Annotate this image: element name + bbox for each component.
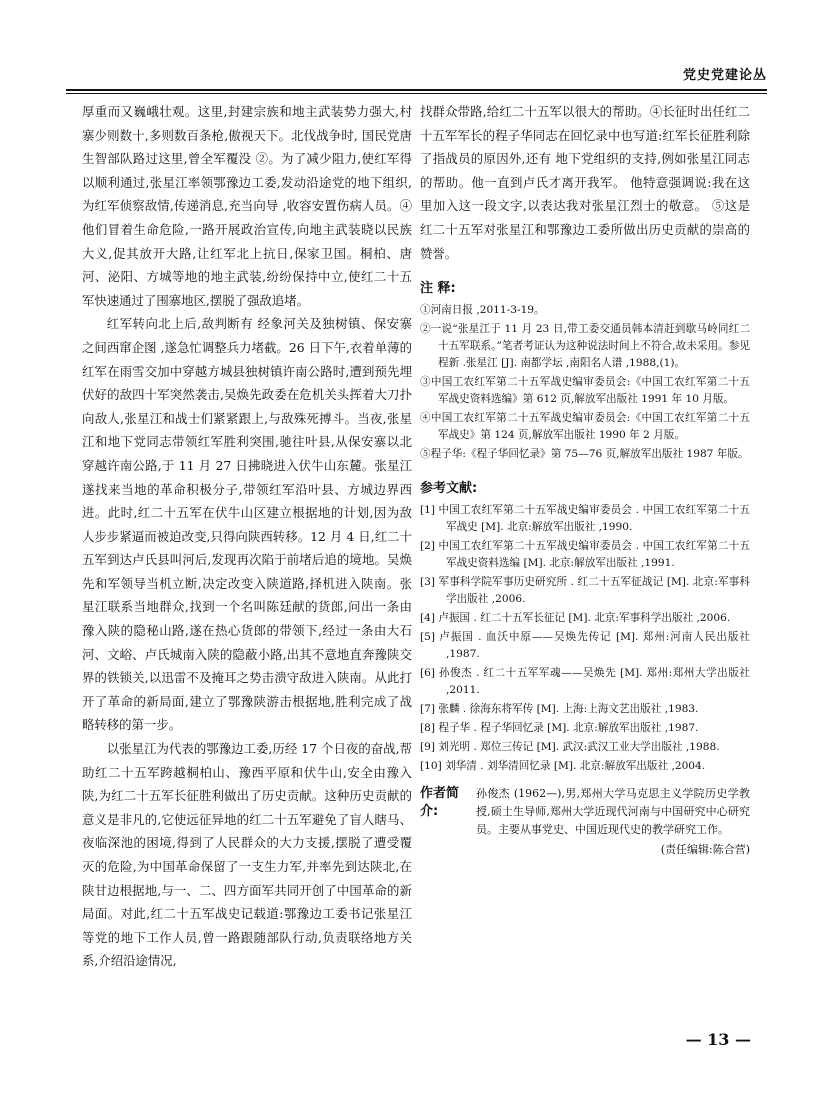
reference-item: [5] 卢振国 . 血沃中原——吴焕先传记 [M]. 郑州:河南人民出版社 ,1987.: [420, 631, 750, 661]
header-rule: [66, 89, 767, 91]
author-bio: 孙俊杰 (1962—),男,郑州大学马克思主义学院历史学教授,硕士生导师,郑州大学近现代河南与中国研究中心研究员。主要从事党史、中国近现代史的教学研究工作。: [476, 787, 750, 837]
author-label: 作者简介:: [420, 786, 460, 820]
note-item: ④中国工农红军第二十五军战史编审委员会:《中国工农红军第二十五军战史》第 124 页,解放军出版社 1990 年 2 月版。: [420, 412, 750, 442]
body-paragraph: 找群众带路,给红二十五军以很大的帮助。④长征时出任红二十五军军长的程子华同志在回忆录中也写道:红军长征胜利除了指战员的原因外,还有 地下党组织的支持,例如张星江同志的帮助。他一直到卢氏才离开我军。 他特意强调说:我在这里加入这一段文字,以表达我对张星江烈士的敬意。 ⑤这是红二十五军对张星江和鄂豫边工委所做出历史贡献的崇高的赞誉。: [420, 104, 750, 261]
left-column: [82, 100, 412, 973]
reference-item: [4] 卢振国 . 红二十五军长征记 [M]. 北京:军事科学出版社 ,2006.: [420, 612, 731, 625]
note-item: ⑤程子华:《程子华回忆录》第 75—76 页,解放军出版社 1987 年版。: [420, 448, 749, 461]
body-paragraph: 厚重而又巍峨壮观。这里,封建宗族和地主武装势力强大,村寨少则数十,多则数百条枪,傲视天下。北伐战争时, 国民党唐生智部队路过这里,曾全军覆没 ②。为了减少阻力,使红军得以顺利通过,张星江率领鄂豫边工委,发动沿途党的地下组织, 为红军侦察敌情,传递消息,充当向导 ,收容安置伤病人员。④他们冒着生命危险,一路开展政治宣传,向地主武装晓以民族大义,促其放开大路,让红军北上抗日,保家卫国。桐柏、唐河、泌阳、方城等地的地主武装,纷纷保持中立,使红二十五军快速通过了围寨地区,摆脱了强敌追堵。: [82, 104, 412, 308]
reference-item: [9] 刘光明 . 郑位三传记 [M]. 武汉:武汉工业大学出版社 ,1988.: [420, 741, 720, 754]
reference-item: [2] 中国工农红军第二十五军战史编审委员会 . 中国工农红军第二十五军战史资料选编 [M]. 北京:解放军出版社 ,1991.: [420, 540, 750, 570]
notes-title: 注 释:: [420, 281, 456, 297]
notes-list: [420, 302, 750, 463]
note-item: ③中国工农红军第二十五军战史编审委员会:《中国工农红军第二十五军战史资料选编》第 612 页,解放军出版社 1991 年 10 月版。: [420, 376, 750, 406]
references-title: 参考文献:: [420, 481, 478, 497]
references-list: [420, 502, 750, 775]
reference-item: [3] 军事科学院军事历史研究所 . 红二十五军征战记 [M]. 北京:军事科学出版社 ,2006.: [420, 576, 750, 606]
reference-item: [8] 程子华 . 程子华回忆录 [M]. 北京:解放军出版社 ,1987.: [420, 722, 699, 735]
note-item: ①河南日报 ,2011-3-19。: [420, 304, 545, 317]
page-number: — 13 —: [685, 1030, 751, 1049]
author-block: [420, 785, 750, 859]
right-column: [420, 100, 750, 859]
editor-note: (责任编辑:陈合营): [660, 843, 750, 857]
reference-item: [10] 刘华清 . 刘华清回忆录 [M]. 北京:解放军出版社 ,2004.: [420, 760, 706, 773]
header-rule-thin: [66, 93, 767, 94]
reference-item: [6] 孙俊杰 . 红二十五军军魂——吴焕先 [M]. 郑州:郑州大学出版社 ,2011.: [420, 667, 750, 697]
body-paragraph: 以张星江为代表的鄂豫边工委,历经 17 个日夜的奋战,帮助红二十五军跨越桐柏山、豫西平原和伏牛山,安全由豫入陕,为红二十五军长征胜利做出了历史贡献。这种历史贡献的意义是非凡的,它使远征异地的红二十五军避免了盲人瞎马、夜临深池的困境,得到了人民群众的大力支援,摆脱了遭受覆灭的危险,为中国革命保留了一支生力军,并率先到达陕北,在陕甘边根据地,与一、二、四方面军共同开创了中国革命的新局面。对此,红二十五军战史记载道:鄂豫边工委书记张星江等党的地下工作人员,曾一路跟随部队行动,负责联络地方关系,介绍沿途情况,: [82, 741, 412, 969]
note-item: ②一说“张星江于 11 月 23 日,带工委交通员韩本清赶到歇马岭同红二十五军联系。”笔者考证认为这种说法时间上不符合,故未采用。参见程新 .张星江 [J]. 南都学坛 ,南阳名人谱 ,1988,(1)。: [420, 323, 750, 370]
journal-header: 党史党建论丛: [682, 68, 767, 83]
body-paragraph: 红军转向北上后,敌判断有 经象河关及独树镇、保安寨之间西窜企图 ,遂急忙调整兵力堵截。26 日下午,衣着单薄的红军在雨雪交加中穿越方城县独树镇许南公路时,遭到预先埋伏好的敌四十军突然袭击,吴焕先政委在危机关头挥着大刀扑向敌人,张星江和战士们紧紧跟上,与敌殊死搏斗。当夜,张星江和地下党同志带领红军胜利突围,驰往叶县,从保安寨以北穿越许南公路,于 11 月 27 日拂晓进入伏牛山东麓。张星江遂找来当地的革命积极分子,带领红军沿叶县、方城边界西进。此时,红二十五军在伏牛山区建立根据地的计划,因为敌人步步紧逼而被迫改变,只得向陕西转移。12 月 4 日,红二十五军到达卢氏县叫河后,发现再次陷于前堵后追的境地。吴焕先和军领导当机立断,决定改变入陕道路,择机进入陕南。张星江联系当地群众,找到一个名叫陈廷献的货郎,问出一条由豫入陕的隐秘山路,遂在热心货郎的带领下,经过一条由大石河、文峪、卢氏城南入陕的隐蔽小路,出其不意地直奔豫陕交界的铁锁关,以迅雷不及掩耳之势击溃守敌进入陕南。从此打开了革命的新局面,建立了鄂豫陕游击根据地,胜利完成了战略转移的第一步。: [82, 316, 412, 733]
reference-item: [1] 中国工农红军第二十五军战史编审委员会 . 中国工农红军第二十五军战史 [M]. 北京:解放军出版社 ,1990.: [420, 504, 750, 534]
reference-item: [7] 张麟 . 徐海东将军传 [M]. 上海:上海文艺出版社 ,1983.: [420, 703, 699, 716]
